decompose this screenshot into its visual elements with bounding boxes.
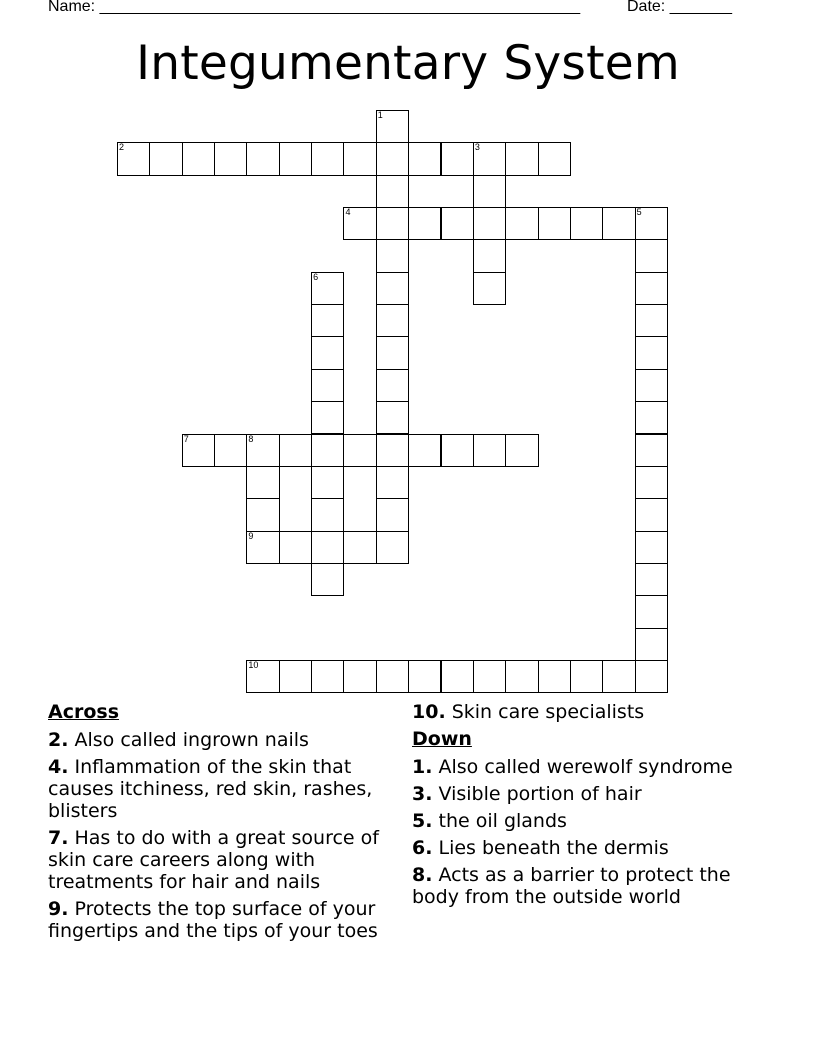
down-clue-3: [412, 783, 772, 805]
crossword-cell[interactable]: [376, 142, 409, 175]
crossword-cell[interactable]: [376, 304, 409, 337]
crossword-cell[interactable]: [635, 628, 668, 661]
clue-number: 8.: [412, 864, 433, 886]
clue-text: Also called ingrown nails: [74, 729, 309, 751]
crossword-cell[interactable]: [376, 434, 409, 467]
clue-number-label: 6: [313, 271, 319, 282]
crossword-cell[interactable]: [376, 207, 409, 240]
crossword-cell[interactable]: [473, 142, 506, 175]
down-clue-1: [412, 756, 772, 778]
crossword-cell[interactable]: [311, 336, 344, 369]
down-heading: Down: [412, 728, 472, 750]
crossword-cell[interactable]: [635, 595, 668, 628]
crossword-cell[interactable]: [376, 239, 409, 272]
clue-number: 1.: [412, 756, 433, 778]
crossword-cell[interactable]: [635, 498, 668, 531]
crossword-cell[interactable]: [343, 207, 376, 240]
clue-number-label: 3: [474, 142, 480, 153]
crossword-cell[interactable]: [635, 239, 668, 272]
crossword-cell[interactable]: [279, 434, 312, 467]
crossword-cell[interactable]: [635, 207, 668, 240]
across-heading: Across: [48, 701, 120, 723]
crossword-cell[interactable]: [505, 207, 538, 240]
crossword-cell[interactable]: [343, 142, 376, 175]
across-clue-7: [48, 827, 406, 893]
clue-number: 7.: [48, 827, 69, 849]
crossword-cell[interactable]: [408, 207, 441, 240]
clue-number: 5.: [412, 810, 433, 832]
crossword-cell[interactable]: [343, 660, 376, 693]
crossword-cell[interactable]: [279, 531, 312, 564]
crossword-cell[interactable]: [246, 498, 279, 531]
clue-text: Lies beneath the dermis: [438, 837, 669, 859]
crossword-cell[interactable]: [408, 434, 441, 467]
clue-number: 10.: [412, 701, 446, 723]
clue-number-label: 2: [119, 142, 125, 153]
clue-number-label: 9: [248, 530, 254, 541]
clue-number: 6.: [412, 837, 433, 859]
crossword-cell[interactable]: [570, 207, 603, 240]
crossword-cell[interactable]: [570, 660, 603, 693]
crossword-cell[interactable]: [376, 466, 409, 499]
crossword-cell[interactable]: [473, 207, 506, 240]
crossword-cell[interactable]: [214, 142, 247, 175]
crossword-cell[interactable]: [279, 660, 312, 693]
crossword-cell[interactable]: [441, 207, 474, 240]
clue-number-label: 7: [183, 433, 189, 444]
crossword-cell[interactable]: [505, 142, 538, 175]
crossword-cell[interactable]: [311, 401, 344, 434]
crossword-cell[interactable]: [376, 531, 409, 564]
crossword-cell[interactable]: [311, 434, 344, 467]
crossword-cell[interactable]: [635, 336, 668, 369]
crossword-cell[interactable]: [117, 142, 150, 175]
crossword-cell[interactable]: [441, 142, 474, 175]
crossword-cell[interactable]: [376, 272, 409, 305]
crossword-cell[interactable]: [182, 142, 215, 175]
crossword-cell[interactable]: [376, 401, 409, 434]
clue-text: Skin care specialists: [451, 701, 645, 723]
crossword-cell[interactable]: [311, 272, 344, 305]
crossword-cell[interactable]: [635, 304, 668, 337]
crossword-cell[interactable]: [635, 531, 668, 564]
crossword-cell[interactable]: [376, 336, 409, 369]
clue-number-label: 10: [248, 659, 259, 670]
clue-number: 4.: [48, 756, 69, 778]
across-clue-10: [412, 701, 772, 723]
down-clue-5: [412, 810, 772, 832]
crossword-cell[interactable]: [635, 369, 668, 402]
crossword-cell[interactable]: [441, 660, 474, 693]
crossword-cell[interactable]: [602, 207, 635, 240]
crossword-cell[interactable]: [214, 434, 247, 467]
crossword-cell[interactable]: [441, 434, 474, 467]
crossword-cell[interactable]: [376, 110, 409, 143]
down-clue-6: [412, 837, 772, 859]
crossword-cell[interactable]: [635, 563, 668, 596]
clue-number: 3.: [412, 783, 433, 805]
crossword-cell[interactable]: [538, 142, 571, 175]
crossword-cell[interactable]: [376, 369, 409, 402]
crossword-cell[interactable]: [376, 660, 409, 693]
crossword-cell[interactable]: [279, 142, 312, 175]
clues-left-column: [48, 701, 406, 947]
name-field[interactable]: Name: ______________________________________________________: [48, 0, 581, 15]
crossword-cell[interactable]: [311, 304, 344, 337]
crossword-cell[interactable]: [311, 466, 344, 499]
clue-number-label: 5: [636, 207, 642, 218]
crossword-cell[interactable]: [182, 434, 215, 467]
crossword-cell[interactable]: [473, 660, 506, 693]
crossword-cell[interactable]: [311, 369, 344, 402]
crossword-cell[interactable]: [473, 434, 506, 467]
clue-number: 9.: [48, 898, 69, 920]
crossword-cell[interactable]: [311, 498, 344, 531]
crossword-cell[interactable]: [408, 660, 441, 693]
crossword-cell[interactable]: [635, 272, 668, 305]
clue-number-label: 1: [377, 110, 383, 120]
crossword-cell[interactable]: [635, 434, 668, 467]
crossword-cell[interactable]: [635, 660, 668, 693]
crossword-cell[interactable]: [473, 239, 506, 272]
across-clue-2: [48, 729, 406, 751]
clue-text: Visible portion of hair: [438, 783, 642, 805]
date-field[interactable]: Date: _______: [627, 0, 732, 15]
crossword-cell[interactable]: [246, 466, 279, 499]
crossword-cell[interactable]: [311, 142, 344, 175]
page-title: Integumentary System: [136, 36, 680, 91]
crossword-cell[interactable]: [311, 660, 344, 693]
crossword-cell[interactable]: [505, 660, 538, 693]
crossword-cell[interactable]: [538, 660, 571, 693]
clue-text: Inflammation of the skin that causes itchiness, red skin, rashes, blisters: [48, 756, 373, 822]
crossword-cell[interactable]: [538, 207, 571, 240]
crossword-cell[interactable]: [408, 142, 441, 175]
crossword-cell[interactable]: [311, 563, 344, 596]
crossword-cell[interactable]: [246, 434, 279, 467]
clue-number: 2.: [48, 729, 69, 751]
crossword-cell[interactable]: [311, 531, 344, 564]
crossword-cell[interactable]: [505, 434, 538, 467]
crossword-cell[interactable]: [473, 175, 506, 208]
crossword-cell[interactable]: [246, 660, 279, 693]
crossword-cell[interactable]: [343, 531, 376, 564]
across-clue-9: [48, 898, 406, 942]
crossword-cell[interactable]: [149, 142, 182, 175]
clue-text: Acts as a barrier to protect the body from the outside world: [412, 864, 731, 908]
crossword-cell[interactable]: [635, 466, 668, 499]
clue-text: Also called werewolf syndrome: [438, 756, 733, 778]
crossword-cell[interactable]: [635, 401, 668, 434]
clue-text: the oil glands: [438, 810, 567, 832]
crossword-cell[interactable]: [246, 531, 279, 564]
clue-text: Protects the top surface of your fingertips and the tips of your toes: [48, 898, 378, 942]
clue-number-label: 8: [248, 433, 254, 444]
crossword-cell[interactable]: [473, 272, 506, 305]
crossword-cell[interactable]: [376, 175, 409, 208]
crossword-cell[interactable]: [376, 498, 409, 531]
crossword-cell[interactable]: [343, 434, 376, 467]
clue-number-label: 4: [345, 207, 351, 218]
clue-text: Has to do with a great source of skin care careers along with treatments for hair and nails: [48, 827, 379, 893]
clues-right-column: [412, 701, 772, 913]
crossword-cell[interactable]: [602, 660, 635, 693]
across-clue-4: [48, 756, 406, 822]
crossword-cell[interactable]: [246, 142, 279, 175]
down-clue-8: [412, 864, 772, 908]
